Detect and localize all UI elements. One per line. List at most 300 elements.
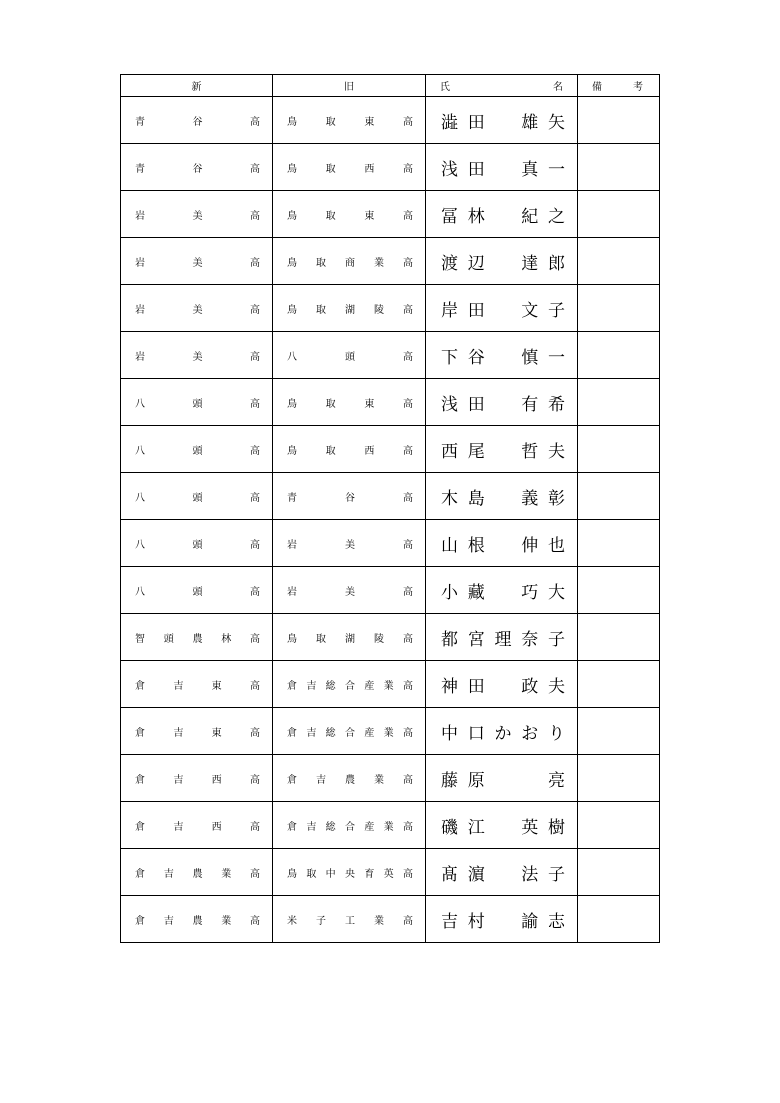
char: 東 [364,210,375,222]
name-char: 都 [441,629,458,650]
table-row [121,849,660,896]
old-school-cell [273,755,426,802]
old-school [273,818,425,833]
name-char: 吉 [441,911,458,932]
char: 青 [135,116,145,128]
name-char: 政 [521,676,539,697]
name-char: 之 [548,206,565,227]
char: 農 [192,868,203,880]
name-char: 伸 [521,535,539,556]
name-char: 江 [467,817,485,838]
old-school [273,113,425,128]
char: 取 [316,633,326,645]
char: 高 [403,539,413,551]
char: 倉 [287,821,297,833]
char: 工 [345,915,355,927]
new-school-cell [121,332,273,379]
char: 高 [403,774,413,786]
new-school-cell [121,144,273,191]
person-name-cell [426,238,578,285]
name-char: 木 [441,488,458,509]
char: 智 [135,633,145,645]
name-char [495,907,512,932]
char: 高 [250,257,260,269]
table-row [121,426,660,473]
name-char: 子 [548,864,565,885]
header-note [578,75,660,97]
person-name-cell [426,473,578,520]
new-school-cell [121,614,273,661]
old-school-cell [273,708,426,755]
name-char: 真 [521,159,539,180]
name-char: 浅 [441,394,458,415]
new-school [121,254,272,269]
char: 吉 [163,915,174,927]
name-char: 小 [441,582,458,603]
name-char: 也 [548,535,565,556]
new-school [121,583,272,598]
new-school [121,818,272,833]
person-name-cell [426,285,578,332]
table-row [121,520,660,567]
char: 頭 [163,633,174,645]
personnel-transfer-table [120,74,660,943]
person-name [426,155,577,180]
name-char [495,108,512,133]
name-char: 神 [441,676,458,697]
person-name [426,343,577,368]
char: 高 [250,868,260,880]
char: 高 [250,915,260,927]
name-char [495,155,512,180]
person-name-cell [426,97,578,144]
name-char: か [494,723,512,744]
name-char: 夫 [548,441,565,462]
new-school-cell [121,379,273,426]
note-cell [578,614,660,661]
name-char: 渡 [441,253,458,274]
char: 岩 [135,351,145,363]
name-char: 濵 [467,864,485,885]
char: 央 [344,868,355,880]
table-row [121,97,660,144]
name-char: 大 [548,582,565,603]
new-school-cell [121,708,273,755]
name-char: 英 [521,817,539,838]
name-char: 山 [441,535,458,556]
person-name-cell [426,191,578,238]
name-char: 澁 [441,112,458,133]
char: 吉 [173,680,184,692]
new-school [121,677,272,692]
new-school-cell [121,191,273,238]
char: 頭 [192,539,203,551]
char: 鳥 [287,210,297,222]
name-char [495,390,512,415]
char: 取 [325,398,336,410]
person-name [426,484,577,509]
note-cell [578,661,660,708]
name-char: 中 [441,723,458,744]
new-school [121,912,272,927]
old-school-cell [273,896,426,943]
char: 倉 [135,821,145,833]
note-cell [578,332,660,379]
name-char: 口 [467,723,485,744]
char: 吉 [173,727,184,739]
note-cell [578,520,660,567]
new-school-cell [121,97,273,144]
char: 合 [344,727,355,739]
name-char [495,343,512,368]
char: 名 [553,82,563,93]
table-row [121,238,660,285]
name-char: 有 [521,394,539,415]
char: 湖 [345,633,355,645]
char: 美 [192,304,203,316]
char: 農 [192,633,203,645]
new-school-cell [121,567,273,614]
char: 農 [192,915,203,927]
old-school-cell [273,144,426,191]
name-char: 紀 [521,206,539,227]
name-char: 子 [548,629,565,650]
char: 高 [403,351,413,363]
name-char: 下 [441,347,458,368]
header-new-school [121,75,273,97]
char: 美 [192,351,203,363]
char: 東 [211,727,222,739]
name-char: 希 [548,394,565,415]
char: 高 [403,257,413,269]
person-name [426,531,577,556]
char: 鳥 [287,633,297,645]
char: 高 [402,116,413,128]
char: 米 [287,915,297,927]
char: 美 [345,586,355,598]
old-school [273,160,425,175]
old-school [273,348,425,363]
char: 業 [221,915,232,927]
old-school [273,865,425,880]
person-name-cell [426,661,578,708]
note-cell [578,191,660,238]
person-name-cell [426,802,578,849]
char: 業 [383,727,394,739]
new-school [121,442,272,457]
name-char: 哲 [521,441,539,462]
name-char: 理 [494,629,512,650]
char: 高 [402,680,413,692]
char: 高 [403,633,413,645]
table-row [121,755,660,802]
char: 青 [287,492,297,504]
person-name-cell [426,332,578,379]
person-name-cell [426,849,578,896]
char: 吉 [173,774,184,786]
char: 高 [250,210,260,222]
name-char: 田 [467,394,485,415]
name-char: 一 [548,347,565,368]
name-char: 島 [467,488,485,509]
char: 頭 [192,492,203,504]
old-school-cell [273,332,426,379]
char: 高 [402,821,413,833]
person-name [426,202,577,227]
char: 高 [402,163,413,175]
person-name-cell [426,896,578,943]
table-row [121,285,660,332]
person-name [426,108,577,133]
char: 岩 [287,539,297,551]
name-char: 岸 [441,300,458,321]
char: 取 [316,257,326,269]
old-school [273,724,425,739]
char: 農 [345,774,355,786]
person-name [426,907,577,932]
char: 鳥 [287,163,297,175]
old-school-cell [273,849,426,896]
name-char: 亮 [548,770,565,791]
char: 頭 [192,445,203,457]
new-school [121,113,272,128]
name-char: り [548,723,565,744]
char: 高 [249,821,260,833]
header-old-label: 旧 [344,82,354,93]
name-char [495,672,512,697]
name-char: 藤 [441,770,458,791]
char: 商 [345,257,355,269]
note-cell [578,144,660,191]
note-cell [578,97,660,144]
note-cell [578,473,660,520]
note-cell [578,755,660,802]
new-school [121,489,272,504]
char: 業 [374,257,384,269]
old-school-cell [273,802,426,849]
note-cell [578,567,660,614]
name-char: 西 [441,441,458,462]
name-char: 彰 [548,488,565,509]
name-char: 文 [521,300,539,321]
char: 美 [192,210,203,222]
old-school-cell [273,520,426,567]
name-char: 原 [467,770,485,791]
name-char: 法 [521,864,539,885]
note-cell [578,849,660,896]
name-char: 郎 [548,253,565,274]
header-note-label [578,78,659,93]
char: 八 [135,586,145,598]
char: 高 [250,351,260,363]
table-row [121,379,660,426]
char: 倉 [135,727,145,739]
name-char: 奈 [521,629,539,650]
char: 高 [250,586,260,598]
char: 東 [364,398,375,410]
person-name [426,719,577,744]
name-char: 矢 [548,112,565,133]
char: 陵 [374,633,384,645]
old-school-cell [273,191,426,238]
char: 鳥 [287,116,297,128]
char: 吉 [306,821,317,833]
char: 吉 [306,727,317,739]
name-char: 田 [467,112,485,133]
name-char: 田 [467,676,485,697]
char: 業 [221,868,232,880]
char: 取 [325,210,336,222]
person-name-cell [426,755,578,802]
person-name-cell [426,708,578,755]
name-char: 諭 [521,911,539,932]
person-name [426,766,577,791]
char: 高 [403,586,413,598]
new-school [121,348,272,363]
char: 業 [383,680,394,692]
char: 合 [344,680,355,692]
char: 岩 [135,304,145,316]
table-row [121,473,660,520]
name-char [495,202,512,227]
name-char: 田 [467,159,485,180]
new-school [121,536,272,551]
char: 八 [135,492,145,504]
name-char [495,860,512,885]
char: 育 [364,868,375,880]
note-cell [578,896,660,943]
char: 陵 [374,304,384,316]
new-school-cell [121,238,273,285]
char: 高 [249,774,260,786]
name-char: 根 [467,535,485,556]
old-school [273,677,425,692]
char: 八 [135,445,145,457]
char: 業 [374,774,384,786]
old-school [273,771,425,786]
char: 産 [364,727,375,739]
table-row [121,708,660,755]
header-new-label: 新 [191,82,202,93]
new-school-cell [121,755,273,802]
name-char: 慎 [521,347,539,368]
name-char: 村 [467,911,485,932]
name-char: 雄 [521,112,539,133]
new-school [121,724,272,739]
old-school-cell [273,426,426,473]
name-char: 尾 [467,441,485,462]
char: 青 [135,163,145,175]
new-school [121,301,272,316]
table-row [121,614,660,661]
char: 取 [325,116,336,128]
name-char: 藏 [467,582,485,603]
char: 業 [374,915,384,927]
char: 倉 [287,680,297,692]
person-name [426,860,577,885]
char: 英 [383,868,394,880]
name-char [495,249,512,274]
header-old-school [273,75,426,97]
char: 八 [287,351,297,363]
char: 氏 [440,82,450,93]
table-row [121,567,660,614]
char: 備 [592,82,602,93]
name-char: 林 [467,206,485,227]
old-school-cell [273,661,426,708]
char: 八 [135,398,145,410]
name-char [495,437,512,462]
char: 頭 [192,586,203,598]
note-cell [578,379,660,426]
name-char: 義 [521,488,539,509]
person-name-cell [426,144,578,191]
new-school [121,630,272,645]
name-char: 子 [548,300,565,321]
table-row [121,661,660,708]
char: 取 [325,163,336,175]
table-row [121,191,660,238]
name-char [495,813,512,838]
char: 産 [364,821,375,833]
name-char [495,766,512,791]
old-school [273,442,425,457]
char: 吉 [316,774,326,786]
old-school-cell [273,238,426,285]
char: 倉 [135,915,145,927]
old-school [273,630,425,645]
name-char: 巧 [521,582,539,603]
person-name-cell [426,379,578,426]
char: 高 [402,868,413,880]
new-school [121,160,272,175]
char: 西 [364,163,375,175]
char: 高 [402,210,413,222]
char: 吉 [163,868,174,880]
char: 高 [250,445,260,457]
old-school-cell [273,567,426,614]
char: 取 [325,445,336,457]
name-char: 夫 [548,676,565,697]
char: 合 [344,821,355,833]
header-name-label [426,78,577,93]
person-name-cell [426,520,578,567]
char: 倉 [135,680,145,692]
char: 高 [250,163,260,175]
new-school-cell [121,849,273,896]
name-char: 冨 [441,206,458,227]
char: 鳥 [287,257,297,269]
char: 取 [306,868,317,880]
old-school [273,207,425,222]
old-school [273,536,425,551]
note-cell [578,426,660,473]
char: 岩 [135,257,145,269]
char: 高 [402,727,413,739]
new-school-cell [121,661,273,708]
table-row [121,144,660,191]
char: 林 [221,633,232,645]
char: 中 [325,868,336,880]
name-char: お [521,723,539,744]
table-row [121,332,660,379]
name-char: 浅 [441,159,458,180]
char: 高 [250,633,260,645]
char: 鳥 [287,445,297,457]
name-char: 一 [548,159,565,180]
char: 高 [250,398,260,410]
new-school-cell [121,285,273,332]
